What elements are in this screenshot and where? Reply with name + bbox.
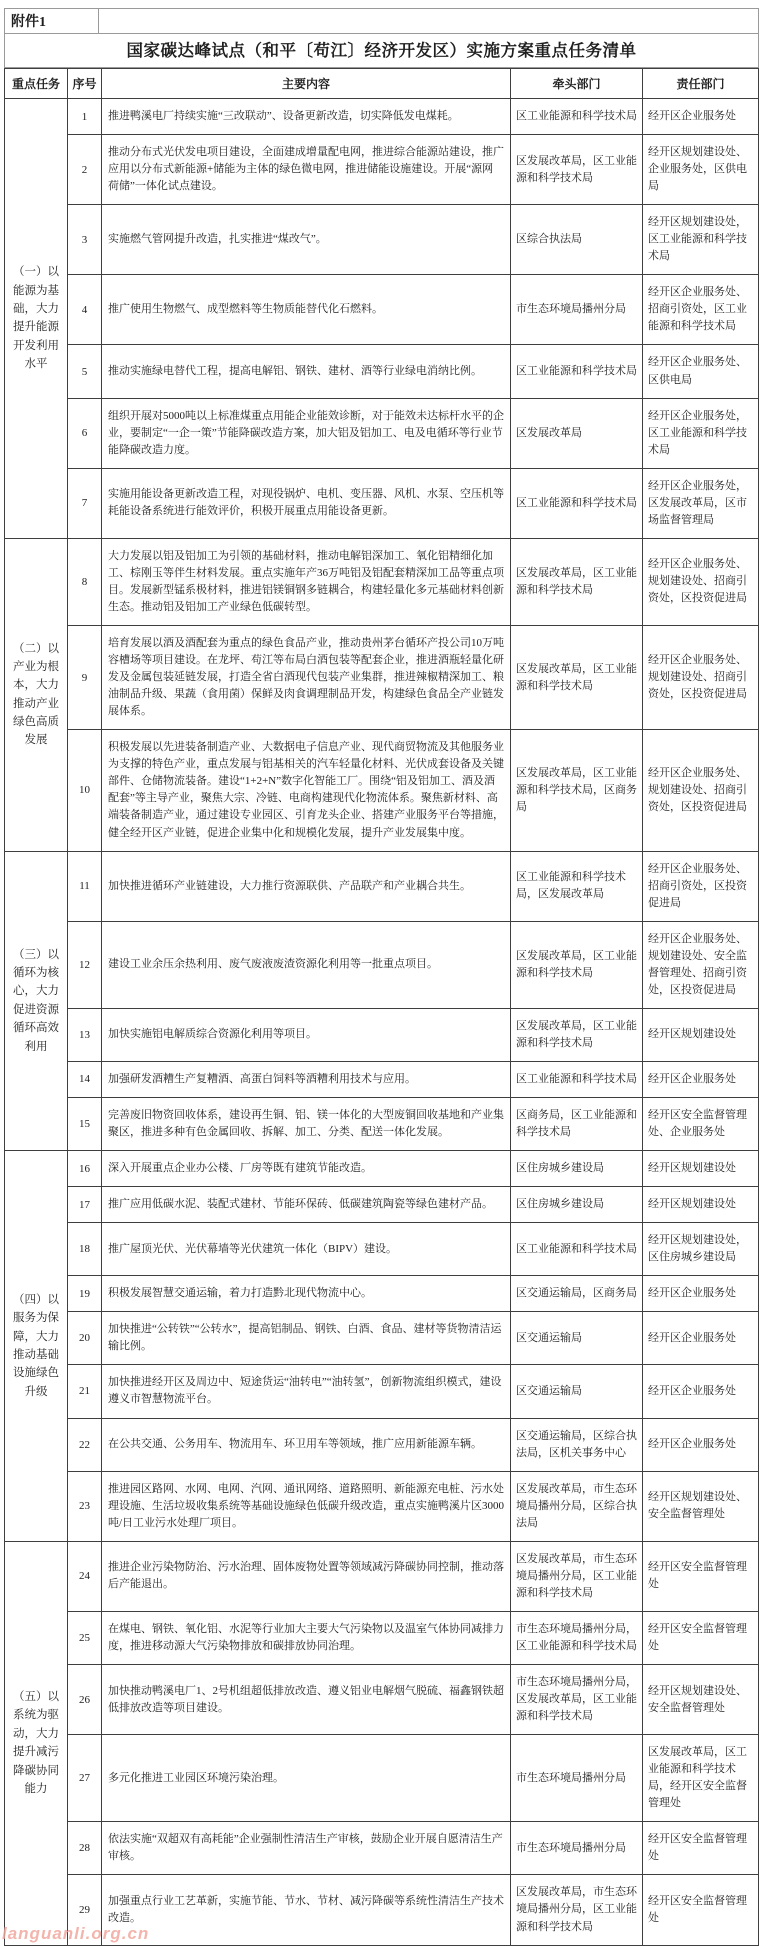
row-number-cell: 24 (68, 1541, 102, 1611)
lead-department-cell: 区发展改革局，区工业能源和科学技术局 (511, 538, 643, 625)
main-content-cell: 建设工业余压余热利用、废气废液废渣资源化利用等一批重点项目。 (102, 921, 511, 1008)
row-number-cell: 18 (68, 1223, 102, 1276)
responsible-department-cell: 经开区规划建设处、安全监督管理处 (643, 1471, 759, 1541)
main-content-cell: 加快推进循环产业链建设，大力推行资源联供、产品联产和产业耦合共生。 (102, 851, 511, 921)
table-row (5, 468, 759, 538)
lead-department-cell: 区工业能源和科学技术局 (511, 99, 643, 135)
main-content-cell: 推进企业污染物防治、污水治理、固体废物处置等领域减污降碳协同控制，推动落后产能退出。 (102, 1541, 511, 1611)
column-header-responsible-department: 责任部门 (643, 69, 759, 99)
responsible-department-cell: 经开区规划建设处 (643, 1008, 759, 1061)
row-number-cell: 17 (68, 1187, 102, 1223)
lead-department-cell: 区交通运输局 (511, 1312, 643, 1365)
table-row (5, 99, 759, 135)
responsible-department-cell: 经开区企业服务处 (643, 1418, 759, 1471)
table-row (5, 1061, 759, 1097)
main-content-cell: 加快推动鸭溪电厂1、2号机组超低排放改造、遵义铝业电解烟气脱硫、福鑫钢铁超低排放改造等项目建设。 (102, 1665, 511, 1735)
table-row (5, 1541, 759, 1611)
main-content-cell: 大力发展以铝及铝加工为引领的基础材料，推动电解铝深加工、氧化铝精细化加工、棕刚玉等伴生材料发展。重点实施年产36万吨铝及铝配套精深加工品等重点项目。发展新型锰系极材料，推进铝镁铜钢多链耦合，构建轻量化多元基础材料创新生态。推动铝及铝加工产业绿色低碳转型。 (102, 538, 511, 625)
main-content-cell: 积极发展以先进装备制造产业、大数据电子信息产业、现代商贸物流及其他服务业为支撑的特色产业，重点发展与铝基相关的汽车轻量化材料、光伏成套设备及关键部件、仓储物流装备。建设“1+2+N”数字化智能工厂。围绕“铝及铝加工、酒及酒配套”等主导产业，聚焦大宗、冷链、电商构建现代化物流体系。聚焦新材料、高端装备制造产业，通过建设专业园区、引育龙头企业、搭建产业服务平台等措施，健全经开区产业链，促进企业集中化和规模化发展，提升产业发展集中度。 (102, 730, 511, 851)
table-header-row (5, 69, 759, 99)
row-number-cell: 26 (68, 1665, 102, 1735)
table-row (5, 1008, 759, 1061)
responsible-department-cell: 经开区规划建设处、企业服务处，区供电局 (643, 135, 759, 205)
row-number-cell: 25 (68, 1611, 102, 1664)
row-number-cell: 3 (68, 205, 102, 275)
main-content-cell: 加快推进经开区及周边中、短途货运“油转电”“油转氢”，创新物流组织模式，建设遵义市智慧物流平台。 (102, 1365, 511, 1418)
main-content-cell: 完善废旧物资回收体系，建设再生铜、铝、镁一体化的大型废铜回收基地和产业集聚区，推进多种有色金属回收、拆解、加工、分类、配送一体化发展。 (102, 1098, 511, 1151)
responsible-department-cell: 经开区安全监督管理处、企业服务处 (643, 1098, 759, 1151)
main-content-cell: 推动实施绿电替代工程，提高电解铝、钢铁、建材、酒等行业绿电消纳比例。 (102, 345, 511, 398)
table-row (5, 205, 759, 275)
row-number-cell: 6 (68, 398, 102, 468)
lead-department-cell: 区工业能源和科学技术局 (511, 468, 643, 538)
lead-department-cell: 区住房城乡建设局 (511, 1187, 643, 1223)
lead-department-cell: 市生态环境局播州分局，区发展改革局，区工业能源和科学技术局 (511, 1665, 643, 1735)
page-title: 国家碳达峰试点（和平〔苟江〕经济开发区）实施方案重点任务清单 (4, 34, 759, 68)
table-row (5, 1665, 759, 1735)
responsible-department-cell: 经开区企业服务处 (643, 1365, 759, 1418)
table-row (5, 921, 759, 1008)
main-content-cell: 推动分布式光伏发电项目建设，全面建成增量配电网，推进综合能源站建设，推广应用以分布式新能源+储能为主体的绿色微电网，推进储能设施建设。开展“源网荷储”一体化试点建设。 (102, 135, 511, 205)
table-row (5, 345, 759, 398)
table-row (5, 1418, 759, 1471)
table-row (5, 730, 759, 851)
row-number-cell: 21 (68, 1365, 102, 1418)
responsible-department-cell: 经开区企业服务处，区工业能源和科学技术局 (643, 398, 759, 468)
row-number-cell: 20 (68, 1312, 102, 1365)
table-row (5, 1471, 759, 1541)
lead-department-cell: 市生态环境局播州分局 (511, 1735, 643, 1822)
lead-department-cell: 区工业能源和科学技术局 (511, 345, 643, 398)
lead-department-cell: 区发展改革局，区工业能源和科学技术局 (511, 135, 643, 205)
row-number-cell: 29 (68, 1875, 102, 1945)
main-content-cell: 加强重点行业工艺革新，实施节能、节水、节材、减污降碳等系统性清洁生产技术改造。 (102, 1875, 511, 1945)
lead-department-cell: 区商务局，区工业能源和科学技术局 (511, 1098, 643, 1151)
watermark: languanli.org.cn (2, 1923, 150, 1943)
row-number-cell: 9 (68, 626, 102, 730)
group-label: （四）以服务为保障，大力推动基础设施绿色升级 (5, 1151, 68, 1542)
lead-department-cell: 区综合执法局 (511, 205, 643, 275)
main-content-cell: 组织开展对5000吨以上标准煤重点用能企业能效诊断，对于能效未达标杆水平的企业，要制定“一企一策”节能降碳改造方案，加大铝及铝加工、电及电循环等行业节能降碳改造力度。 (102, 398, 511, 468)
main-content-cell: 培育发展以酒及酒配套为重点的绿色食品产业，推动贵州茅台循环产投公司10万吨容槽场等项目建设。在龙坪、苟江等布局白酒包装等配套企业，推进酒瓶轻量化研发及金属包装延链发展，打造全省白酒现代包装产业集群，推进辣椒精深加工、粮油制品升级、果蔬（食用菌）保鲜及肉食调理制品开发，构建绿色食品全产业链发展体系。 (102, 626, 511, 730)
table-row (5, 1822, 759, 1875)
row-number-cell: 8 (68, 538, 102, 625)
table-row (5, 1312, 759, 1365)
main-content-cell: 实施燃气管网提升改造，扎实推进“煤改气”。 (102, 205, 511, 275)
table-row (5, 1098, 759, 1151)
column-header-lead-department: 牵头部门 (511, 69, 643, 99)
row-number-cell: 23 (68, 1471, 102, 1541)
responsible-department-cell: 经开区安全监督管理处 (643, 1541, 759, 1611)
main-content-cell: 推广应用低碳水泥、装配式建材、节能环保砖、低碳建筑陶瓷等绿色建材产品。 (102, 1187, 511, 1223)
lead-department-cell: 区发展改革局，市生态环境局播州分局，区工业能源和科学技术局 (511, 1875, 643, 1945)
row-number-cell: 2 (68, 135, 102, 205)
main-content-cell: 推广屋顶光伏、光伏幕墙等光伏建筑一体化（BIPV）建设。 (102, 1223, 511, 1276)
responsible-department-cell: 经开区企业服务处 (643, 1312, 759, 1365)
row-number-cell: 1 (68, 99, 102, 135)
table-row (5, 1223, 759, 1276)
task-table (4, 68, 759, 1946)
lead-department-cell: 区工业能源和科学技术局，区发展改革局 (511, 851, 643, 921)
responsible-department-cell: 经开区企业服务处 (643, 1061, 759, 1097)
responsible-department-cell: 经开区企业服务处 (643, 1276, 759, 1312)
lead-department-cell: 区工业能源和科学技术局 (511, 1061, 643, 1097)
table-row (5, 1276, 759, 1312)
row-number-cell: 14 (68, 1061, 102, 1097)
main-content-cell: 推进园区路网、水网、电网、汽网、通讯网络、道路照明、新能源充电桩、污水处理设施、生活垃圾收集系统等基础设施绿色低碳升级改造，重点实施鸭溪片区3000吨/日工业污水处理厂项目。 (102, 1471, 511, 1541)
row-number-cell: 16 (68, 1151, 102, 1187)
group-label: （一）以能源为基础，大力提升能源开发利用水平 (5, 99, 68, 539)
lead-department-cell: 区工业能源和科学技术局 (511, 1223, 643, 1276)
lead-department-cell: 区发展改革局，区工业能源和科学技术局，区商务局 (511, 730, 643, 851)
responsible-department-cell: 经开区安全监督管理处 (643, 1875, 759, 1945)
main-content-cell: 深入开展重点企业办公楼、厂房等既有建筑节能改造。 (102, 1151, 511, 1187)
responsible-department-cell: 经开区企业服务处、区供电局 (643, 345, 759, 398)
responsible-department-cell: 经开区企业服务处、招商引资处，区投资促进局 (643, 851, 759, 921)
group-label: （二）以产业为根本，大力推动产业绿色高质发展 (5, 538, 68, 851)
table-row (5, 1611, 759, 1664)
main-content-cell: 加快推进“公转铁”“公转水”，提高铝制品、钢铁、白酒、食品、建材等货物清洁运输比例。 (102, 1312, 511, 1365)
responsible-department-cell: 经开区规划建设处，区住房城乡建设局 (643, 1223, 759, 1276)
lead-department-cell: 区发展改革局，市生态环境局播州分局，区工业能源和科学技术局 (511, 1541, 643, 1611)
responsible-department-cell: 区发展改革局，区工业能源和科学技术局，经开区安全监督管理处 (643, 1735, 759, 1822)
table-row (5, 1365, 759, 1418)
responsible-department-cell: 经开区企业服务处、招商引资处，区工业能源和科学技术局 (643, 275, 759, 345)
lead-department-cell: 区交通运输局，区综合执法局，区机关事务中心 (511, 1418, 643, 1471)
row-number-cell: 4 (68, 275, 102, 345)
group-label: （五）以系统为驱动，大力提升减污降碳协同能力 (5, 1541, 68, 1945)
main-content-cell: 多元化推进工业园区环境污染治理。 (102, 1735, 511, 1822)
column-header-key-task: 重点任务 (5, 69, 68, 99)
table-row (5, 1735, 759, 1822)
row-number-cell: 5 (68, 345, 102, 398)
responsible-department-cell: 经开区企业服务处、规划建设处、安全监督管理处、招商引资处，区投资促进局 (643, 921, 759, 1008)
main-content-cell: 依法实施“双超双有高耗能”企业强制性清洁生产审核，鼓励企业开展自愿清洁生产审核。 (102, 1822, 511, 1875)
row-number-cell: 22 (68, 1418, 102, 1471)
table-row (5, 275, 759, 345)
responsible-department-cell: 经开区规划建设处，区工业能源和科学技术局 (643, 205, 759, 275)
lead-department-cell: 区发展改革局，市生态环境局播州分局，区综合执法局 (511, 1471, 643, 1541)
lead-department-cell: 市生态环境局播州分局 (511, 1822, 643, 1875)
lead-department-cell: 市生态环境局播州分局，区工业能源和科学技术局 (511, 1611, 643, 1664)
responsible-department-cell: 经开区安全监督管理处 (643, 1822, 759, 1875)
table-row (5, 851, 759, 921)
table-row (5, 626, 759, 730)
lead-department-cell: 区发展改革局，区工业能源和科学技术局 (511, 921, 643, 1008)
main-content-cell: 推广使用生物燃气、成型燃料等生物质能替代化石燃料。 (102, 275, 511, 345)
table-row (5, 398, 759, 468)
row-number-cell: 12 (68, 921, 102, 1008)
responsible-department-cell: 经开区安全监督管理处 (643, 1611, 759, 1664)
main-content-cell: 加快实施铝电解质综合资源化利用等项目。 (102, 1008, 511, 1061)
lead-department-cell: 区发展改革局 (511, 398, 643, 468)
responsible-department-cell: 经开区规划建设处、安全监督管理处 (643, 1665, 759, 1735)
row-number-cell: 10 (68, 730, 102, 851)
responsible-department-cell: 经开区规划建设处 (643, 1187, 759, 1223)
main-content-cell: 积极发展智慧交通运输，着力打造黔北现代物流中心。 (102, 1276, 511, 1312)
row-number-cell: 7 (68, 468, 102, 538)
row-number-cell: 19 (68, 1276, 102, 1312)
table-row (5, 1875, 759, 1945)
table-row (5, 1151, 759, 1187)
lead-department-cell: 区交通运输局 (511, 1365, 643, 1418)
attachment-row (4, 8, 759, 34)
responsible-department-cell: 经开区企业服务处 (643, 99, 759, 135)
table-row (5, 135, 759, 205)
main-content-cell: 实施用能设备更新改造工程，对现役锅炉、电机、变压器、风机、水泵、空压机等耗能设备系统进行能效评价，积极开展重点用能设备更新。 (102, 468, 511, 538)
attachment-label: 附件1 (5, 9, 99, 33)
main-content-cell: 推进鸭溪电厂持续实施“三改联动”、设备更新改造，切实降低发电煤耗。 (102, 99, 511, 135)
row-number-cell: 28 (68, 1822, 102, 1875)
responsible-department-cell: 经开区规划建设处 (643, 1151, 759, 1187)
row-number-cell: 15 (68, 1098, 102, 1151)
column-header-main-content: 主要内容 (102, 69, 511, 99)
table-row (5, 1187, 759, 1223)
responsible-department-cell: 经开区企业服务处、规划建设处、招商引资处，区投资促进局 (643, 626, 759, 730)
group-label: （三）以循环为核心，大力促进资源循环高效利用 (5, 851, 68, 1151)
lead-department-cell: 区发展改革局，区工业能源和科学技术局 (511, 1008, 643, 1061)
row-number-cell: 27 (68, 1735, 102, 1822)
lead-department-cell: 市生态环境局播州分局 (511, 275, 643, 345)
lead-department-cell: 区交通运输局，区商务局 (511, 1276, 643, 1312)
responsible-department-cell: 经开区企业服务处、规划建设处、招商引资处，区投资促进局 (643, 538, 759, 625)
responsible-department-cell: 经开区企业服务处、规划建设处、招商引资处，区投资促进局 (643, 730, 759, 851)
main-content-cell: 在公共交通、公务用车、物流用车、环卫用车等领域，推广应用新能源车辆。 (102, 1418, 511, 1471)
lead-department-cell: 区发展改革局，区工业能源和科学技术局 (511, 626, 643, 730)
row-number-cell: 11 (68, 851, 102, 921)
responsible-department-cell: 经开区企业服务处，区发展改革局，区市场监督管理局 (643, 468, 759, 538)
column-header-number: 序号 (68, 69, 102, 99)
main-content-cell: 加强研发酒糟生产复糟酒、高蛋白饲料等酒糟利用技术与应用。 (102, 1061, 511, 1097)
main-content-cell: 在煤电、钢铁、氧化铝、水泥等行业加大主要大气污染物以及温室气体协同减排力度，推进移动源大气污染物排放和碳排放协同治理。 (102, 1611, 511, 1664)
lead-department-cell: 区住房城乡建设局 (511, 1151, 643, 1187)
table-row (5, 538, 759, 625)
row-number-cell: 13 (68, 1008, 102, 1061)
